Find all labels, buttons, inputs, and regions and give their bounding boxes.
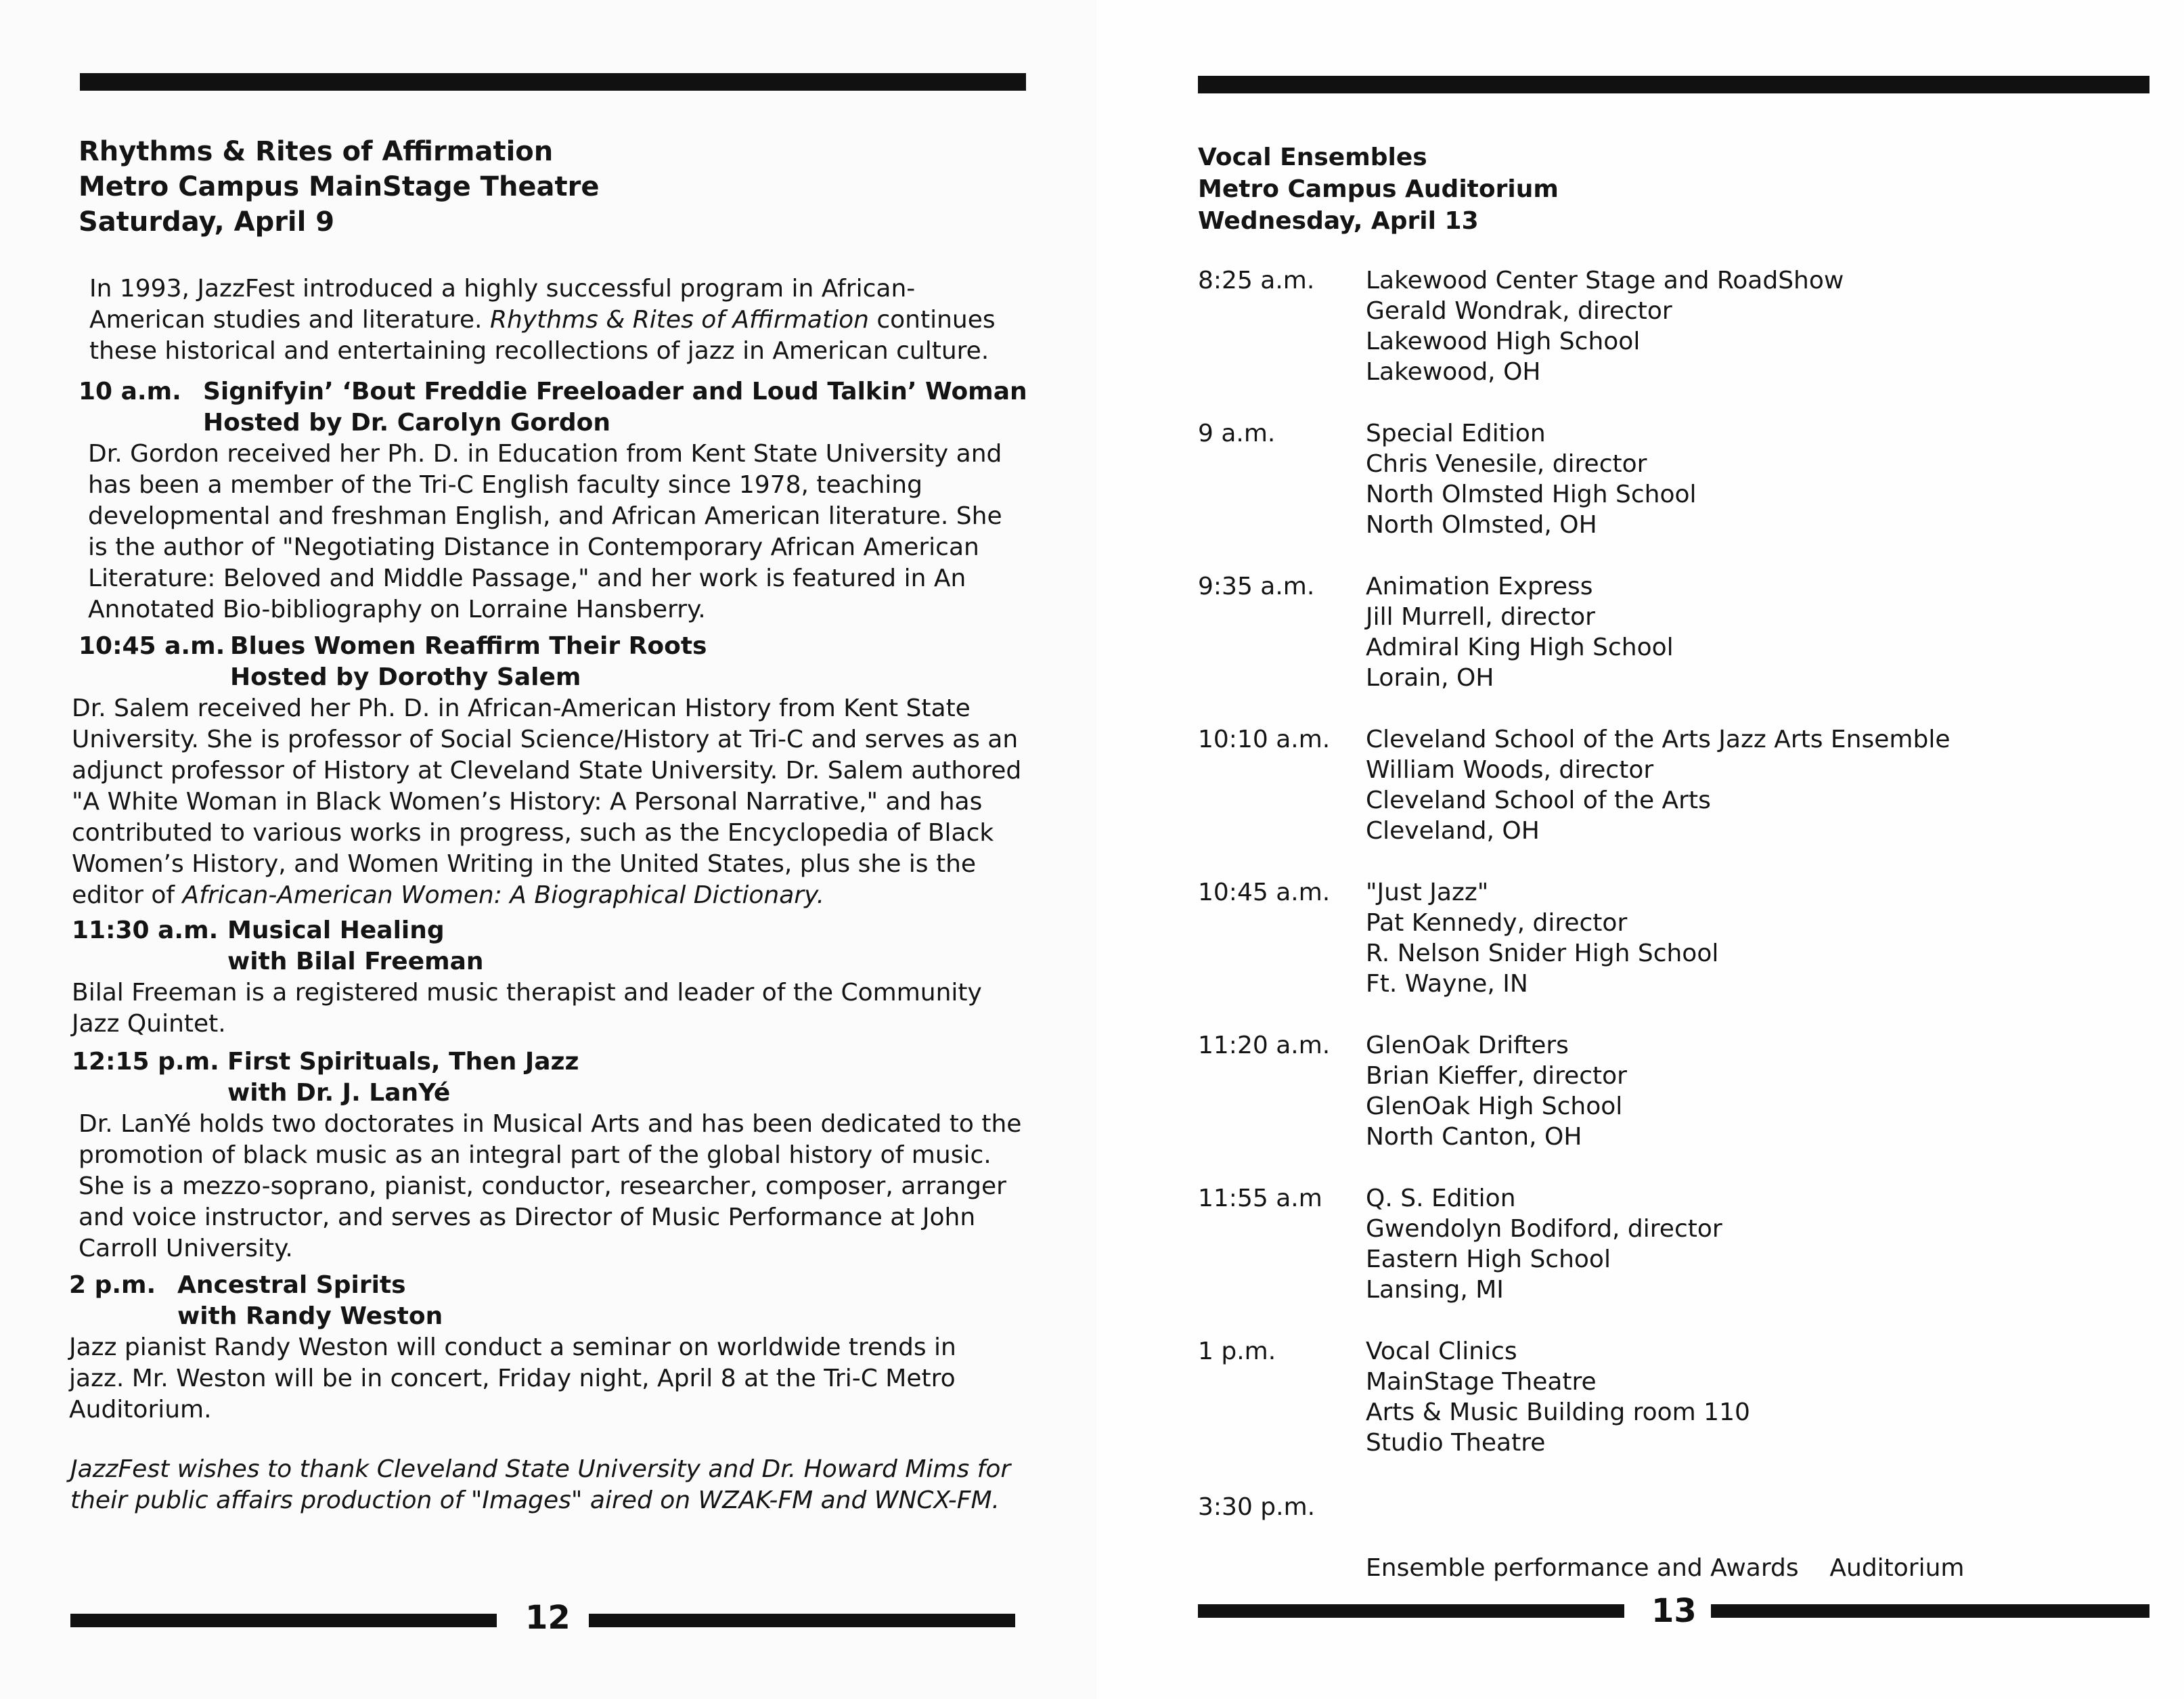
session-time: 2 p.m. <box>69 1271 156 1299</box>
schedule-entry <box>1366 877 1718 999</box>
location: Cleveland, OH <box>1366 817 1540 845</box>
schedule-time: 10:45 a.m. <box>1198 879 1331 906</box>
director: Gwendolyn Bodiford, director <box>1366 1215 1722 1243</box>
location: Lakewood, OH <box>1366 358 1541 386</box>
schedule-time: 3:30 p.m. <box>1198 1493 1316 1521</box>
schedule-entry <box>1366 724 1950 846</box>
intro-program-name: Rhythms & Rites of Affirmation <box>489 306 869 334</box>
schedule-entry <box>1366 418 1697 540</box>
school: Cleveland School of the Arts <box>1366 787 1711 814</box>
ensemble-name: "Just Jazz" <box>1366 879 1489 906</box>
event-name: Vocal Clinics <box>1366 1338 1517 1365</box>
left-footer-rule <box>70 1614 497 1627</box>
school: North Olmsted High School <box>1366 481 1697 508</box>
heading-title: Vocal Ensembles <box>1198 144 1427 171</box>
ensemble-name: Lakewood Center Stage and RoadShow <box>1366 267 1844 294</box>
session-host: Hosted by Dr. Carolyn Gordon <box>203 409 611 437</box>
session-host: Hosted by Dorothy Salem <box>230 663 581 691</box>
venue: Studio Theatre <box>1366 1429 1546 1457</box>
ensemble-name: Q. S. Edition <box>1366 1185 1516 1212</box>
location: North Canton, OH <box>1366 1123 1582 1151</box>
schedule-time: 10:10 a.m. <box>1198 726 1331 753</box>
schedule-time: 9:35 a.m. <box>1198 573 1315 600</box>
heading-venue: Metro Campus Auditorium <box>1198 175 1559 203</box>
session-description: Jazz pianist Randy Weston will conduct a seminar on worldwide trends in jazz. Mr. Weston will be in concert, Friday night, April 8 at the Tri-C Metro Auditorium. <box>69 1333 956 1424</box>
location: Lorain, OH <box>1366 664 1494 692</box>
session-title: Ancestral Spirits <box>177 1271 406 1299</box>
session-description <box>72 693 1026 911</box>
session-title: Signifyin’ ‘Bout Freddie Freeloader and Loud Talkin’ Woman <box>203 378 1027 405</box>
intro-paragraph <box>89 273 1023 367</box>
schedule-entry <box>1366 1030 1627 1152</box>
session-time: 10 a.m. <box>79 378 181 405</box>
schedule-time: 9 a.m. <box>1198 420 1276 447</box>
right-footer-rule <box>1711 1604 2149 1618</box>
heading-date: Wednesday, April 13 <box>1198 206 1479 235</box>
heading-date: Saturday, April 9 <box>79 206 335 238</box>
session-title: Musical Healing <box>227 917 445 944</box>
right-top-rule <box>1198 76 2149 93</box>
heading-title: Rhythms & Rites of Affirmation <box>79 136 554 167</box>
director: Gerald Wondrak, director <box>1366 297 1672 325</box>
left-top-rule <box>80 73 1026 91</box>
acknowledgement: JazzFest wishes to thank Cleveland State University and Dr. Howard Mims for their public affairs production of "Images" aired on WZAK-FM and WNCX-FM. <box>70 1455 1011 1514</box>
session-description: Dr. Gordon received her Ph. D. in Education from Kent State University and has been a member of the Tri-C English faculty since 1978, teaching developmental and freshman English, and African American literature. She is the author of "Negotiating Distance in Contemporary African American Literature: Beloved and Middle Passage," and her work is featured in An Annotated Bio-bibliography on Lorraine Hansberry. <box>88 440 1002 623</box>
venue: MainStage Theatre <box>1366 1368 1597 1396</box>
school: R. Nelson Snider High School <box>1366 940 1719 967</box>
location: Lansing, MI <box>1366 1276 1504 1304</box>
schedule-entry <box>1366 1183 1722 1305</box>
session-host: with Randy Weston <box>177 1302 443 1330</box>
director: William Woods, director <box>1366 756 1654 784</box>
ensemble-name: Cleveland School of the Arts Jazz Arts Ensemble <box>1366 726 1951 753</box>
ensemble-name: Special Edition <box>1366 420 1546 447</box>
school: GlenOak High School <box>1366 1093 1623 1120</box>
session-host: with Bilal Freeman <box>227 948 484 975</box>
book-title: African-American Women: A Biographical Dictionary. <box>182 881 825 909</box>
right-footer-rule <box>1198 1604 1624 1618</box>
session-title: Blues Women Reaffirm Their Roots <box>230 632 707 660</box>
schedule-entry <box>1366 571 1674 693</box>
ensemble-name: GlenOak Drifters <box>1366 1032 1569 1059</box>
session-description: Bilal Freeman is a registered music therapist and leader of the Community Jazz Quintet. <box>72 979 982 1038</box>
schedule-time: 8:25 a.m. <box>1198 267 1315 294</box>
venue: Arts & Music Building room 110 <box>1366 1398 1750 1426</box>
schedule-time: 1 p.m. <box>1198 1338 1276 1365</box>
heading-venue: Metro Campus MainStage Theatre <box>79 171 600 202</box>
left-footer-rule <box>589 1614 1015 1627</box>
session-host: with Dr. J. LanYé <box>227 1079 451 1107</box>
schedule-entry <box>1366 1336 1750 1458</box>
schedule-time: 11:55 a.m <box>1198 1185 1322 1212</box>
left-page-heading <box>79 134 600 240</box>
director: Pat Kennedy, director <box>1366 909 1628 937</box>
session-description-text: Dr. Salem received her Ph. D. in African-American History from Kent State University. She is professor of Social Science/History at Tri-C and serves as an adjunct professor of History at Cleveland State University. Dr. Salem authored "A White Woman in Black Women’s History: A Personal Narrative," and has contributed to various works in progress, such as the Encyclopedia of Black Women’s History, and Women Writing in the United States, plus she is the editor of <box>72 694 1022 909</box>
location: Ft. Wayne, IN <box>1366 970 1528 998</box>
director: Chris Venesile, director <box>1366 450 1647 478</box>
page-number: 12 <box>525 1599 571 1637</box>
schedule-time: 11:20 a.m. <box>1198 1032 1331 1059</box>
school: Eastern High School <box>1366 1245 1611 1273</box>
ensemble-name: Animation Express <box>1366 573 1593 600</box>
session-title: First Spirituals, Then Jazz <box>227 1048 579 1076</box>
event-name: Ensemble performance and Awards Auditorium <box>1366 1554 1965 1582</box>
page-number: 13 <box>1651 1592 1697 1630</box>
school: Lakewood High School <box>1366 328 1641 355</box>
session-description: Dr. LanYé holds two doctorates in Musical Arts and has been dedicated to the promotion of black music as an integral part of the global history of music. She is a mezzo-soprano, pianist, conductor, researcher, composer, arranger and voice instructor, and serves as Director of Music Performance at John Carroll University. <box>79 1110 1022 1262</box>
right-page-heading <box>1198 142 1559 237</box>
intro-text-tail: continues these historical and entertaining recollections of jazz in American culture. <box>89 306 996 365</box>
location: North Olmsted, OH <box>1366 511 1597 539</box>
session-time: 10:45 a.m. <box>79 632 225 660</box>
director: Brian Kieffer, director <box>1366 1062 1627 1090</box>
schedule-entry <box>1366 265 1844 387</box>
intro-text: In 1993, JazzFest introduced a highly successful program in African-American studies and literature. <box>89 275 916 334</box>
session-time: 11:30 a.m. <box>72 917 219 944</box>
director: Jill Murrell, director <box>1366 603 1595 631</box>
session-time: 12:15 p.m. <box>72 1048 219 1076</box>
school: Admiral King High School <box>1366 634 1674 661</box>
